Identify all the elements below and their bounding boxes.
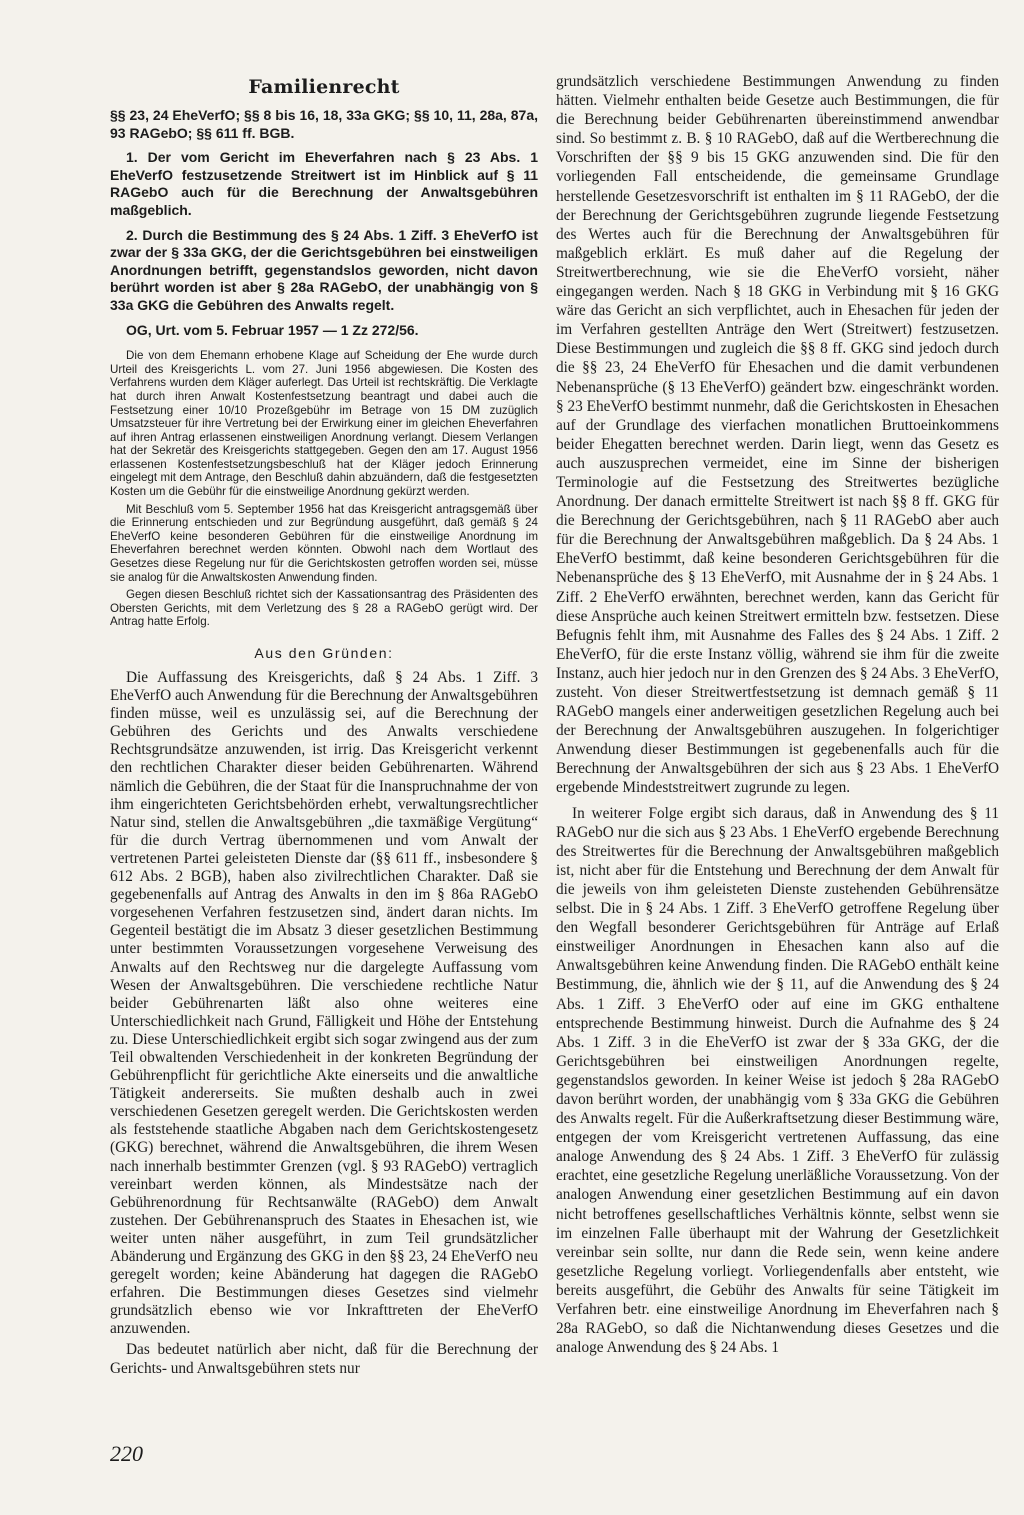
body-paragraph: In weiterer Folge ergibt sich daraus, daß in Anwendung des § 11 RAGebO nur die sich aus § 23 Abs. 1 EheVerfO ergebende Berechnung des Streitwertes für die Berechnung der Anwaltsgebühren maßgeblich ist, nicht aber für die Entstehung und Berechnung der dem Anwalt für die jeweils von ihm geleisteten Dienste zustehenden Gebührensätze selbst. Die in § 24 Abs. 1 Ziff. 3 EheVerfO getroffene Regelung über den Wegfall besonderer Gerichtsgebühren für Anträge auf Erlaß einstweiliger Anordnungen in Ehesachen kann also auf die Anwaltsgebühren keine Anwendung finden. Die RAGebO enthält keine Bestimmung, die, ähnlich wie der § 11, auf die Anwendung des § 24 Abs. 1 Ziff. 3 EheVerfO oder auf eine im GKG enthaltene entsprechende Bestimmung hinweist. Durch die Aufnahme des § 24 Abs. 1 Ziff. 3 in die EheVerfO ist zwar der § 33a GKG, der die Gerichtsgebühren bei einstweiligen Anordnungen regelte, gegenstandslos geworden. In keiner Weise ist jedoch § 28a RAGebO davon berührt worden, der unabhängig vom § 33a GKG die Gebühren des Anwalts regelt. Für die Außerkraftsetzung dieser Bestimmung wäre, entgegen der vom Kreisgericht vertretenen Auffassung, das eine analoge Anwendung des § 24 Abs. 1 Ziff. 3 EheVerfO für zulässig erachtet, eine gesetzliche Regelung unerläßliche Voraussetzung. Von der analogen Anwendung einer gesetzlichen Bestimmung auf ein davon nicht betroffenes gesellschaftliches Verhältnis könnte, selbst wenn sie im einzelnen Falle überhaupt mit der Wahrung der Gesetzlichkeit vereinbar sein sollte, nur dann die Rede sein, wenn keine andere gesetzliche Regelung vorliegt. Vorliegendenfalls aber entsteht, wie bereits ausgeführt, die Gebühr des Anwalts für seine Tätigkeit im Verfahren betr. eine einstweilige Anordnung im Eheverfahren nach § 28a RAGebO, so daß die Nichtanwendung dieses Gesetzes und die analoge Anwendung des § 24 Abs. 1 (556, 804, 999, 1357)
headnote-2: 2. Durch die Bestimmung des § 24 Abs. 1 Ziff. 3 EheVerfO ist zwar der § 33a GKG, der die Gerichtsgebühren bei einstweiligen Anordnungen betrifft, gegenstandslos geworden, nicht davon berührt worden ist aber § 28a RAGebO, der unabhängig von § 33a GKG die Gebühren des Anwalts regelt. (110, 226, 538, 313)
reasons-heading: Aus den Gründen: (254, 645, 394, 661)
court-reference: OG, Urt. vom 5. Februar 1957 — 1 Zz 272/56. (126, 321, 419, 338)
section-title: Familienrecht (248, 76, 400, 98)
page-number: 220 (110, 1441, 143, 1466)
facts-paragraph: Gegen diesen Beschluß richtet sich der Kassationsantrag des Präsidenten des Obersten Gerichts, mit dem Verletzung des § 28 a RAGebO gerügt wird. Der Antrag hatte Erfolg. (110, 588, 538, 629)
headnote-1: 1. Der vom Gericht im Eheverfahren nach § 23 Abs. 1 EheVerfO festzusetzende Streitwert ist im Hinblick auf § 11 RAGebO auch für die Berechnung der Anwaltsgebühren maßgeblich. (110, 149, 538, 218)
statute-citation: §§ 23, 24 EheVerfO; §§ 8 bis 16, 18, 33a GKG; §§ 10, 11, 28a, 87a, 93 RAGebO; §§ 611 ff. BGB. (110, 107, 538, 141)
body-paragraph: Die Auffassung des Kreisgerichts, daß § 24 Abs. 1 Ziff. 3 EheVerfO auch Anwendung für die Berechnung der Anwaltsgebühren finden müsse, weil es unzulässig sei, auf die Berechnung der Gebühren des Gerichts und des Anwalts verschiedene Rechtsgrundsätze anzuwenden, ist irrig. Das Kreisgericht verkennt den rechtlichen Charakter dieser beiden Gebührenarten. Während nämlich die Gebühren, die der Staat für die Inanspruchnahme der von ihm eingerichteten Gerichtsbehörden erhebt, verwaltungsrechtlicher Natur sind, stellen die Anwaltsgebühren „die taxmäßige Vergütung“ für die durch Vertrag übernommenen und vom Anwalt der vertretenen Partei geleisteten Dienste dar (§§ 611 ff., insbesondere § 612 Abs. 2 BGB), haben also zivilrechtlichen Charakter. Daß sie gegebenenfalls auf Antrag des Anwalts in den im § 86a RAGebO vorgesehenen Verfahren festzusetzen sind, ändert daran nichts. Im Gegenteil bestätigt die im Absatz 3 dieser gesetzlichen Bestimmung unter bestimmten Voraussetzungen vorgesehene Verweisung des Anwalts auf den Rechtsweg nur die dargelegte Auffassung vom Wesen der Anwaltsgebühren. Die verschiedene rechtliche Natur beider Gebührenarten läßt also ohne weiteres eine Unterschiedlichkeit nach Grund, Fälligkeit und Höhe der Entstehung zu. Diese Unterschiedlichkeit ergibt sich sogar zwingend aus der zum Teil obwaltenden Verschiedenheit in der konkreten Begründung der Gebührenpflicht für gerichtliche Akte einerseits und die anwaltliche Tätigkeit andererseits. Sie mußten deshalb auch in zwei verschiedenen Gesetzen geregelt werden. Die Gerichtskosten werden als feststehende staatliche Abgaben nach dem Gerichtskostengesetz (GKG) berechnet, während die Anwaltsgebühren, die ihrem Wesen nach innerhalb bestimmter Grenzen (vgl. § 93 RAGebO) vertraglich vereinbart werden können, als Mindestsätze nach der Gebührenordnung für Rechtsanwälte (RAGebO) dem Anwalt zustehen. Der Gebührenanspruch des Staates in Ehesachen ist, wie weiter unten näher ausgeführt, in zum Teil grundsätzlicher Abänderung und Ergänzung des GKG in den §§ 23, 24 EheVerfO neu geregelt worden; keine Abänderung hat dagegen die RAGebO erfahren. Die Bestimmungen dieses Gesetzes sind vielmehr grundsätzlich ebenso wie vor Inkrafttreten der EheVerfO anzuwenden. (110, 669, 538, 1338)
right-column (556, 72, 999, 1357)
facts-paragraph: Die von dem Ehemann erhobene Klage auf Scheidung der Ehe wurde durch Urteil des Kreisgerichts L. vom 27. Juni 1956 abgewiesen. Die Kosten des Verfahrens wurden dem Kläger auferlegt. Das Urteil ist rechtskräftig. Die Verklagte hat durch ihren Anwalt Kostenfestsetzung beantragt und dabei auch die Festsetzung einer 10/10 Prozeßgebühr im Betrage von 15 DM zuzüglich Umsatzsteuer für ihre Vertretung bei der Erwirkung einer im gleichen Eheverfahren auf ihren Antrag erlassenen einstweiligen Anordnung verlangt. Diesem Verlangen hat der Sekretär des Kreisgerichts stattgegeben. Gegen den am 17. August 1956 erlassenen Kostenfestsetzungsbeschluß hat der Kläger jedoch Erinnerung eingelegt mit dem Antrage, den Beschluß dahin abzuändern, daß die festgesetzten Kosten um die Gebühr für die einstweilige Anordnung gekürzt werden. (110, 349, 538, 499)
left-column (110, 76, 538, 1378)
body-paragraph: Das bedeutet natürlich aber nicht, daß für die Berechnung der Gerichts- und Anwaltsgebühren stets nur (110, 1341, 538, 1377)
facts-paragraph: Mit Beschluß vom 5. September 1956 hat das Kreisgericht antragsgemäß über die Erinnerung entschieden und zur Begründung ausgeführt, daß gemäß § 24 EheVerfO keine besonderen Gebühren für die einstweilige Anordnung im Eheverfahren berechnet werden könnten. Obwohl nach dem Wortlaut des Gesetzes diese Regelung nur für die Gerichtskosten getroffen worden sei, müsse sie analog für die Anwaltskosten Anwendung finden. (110, 502, 538, 584)
body-paragraph: grundsätzlich verschiedene Bestimmungen Anwendung zu finden hätten. Vielmehr enthalten beide Gesetze auch Bestimmungen, die für die Berechnung beider Gebührenarten übereinstimmend anwendbar sind. So bestimmt z. B. § 10 RAGebO, daß auf die Wertberechnung die Vorschriften der §§ 9 bis 15 GKG anzuwenden sind. Die für den vorliegenden Fall entscheidende, die gemeinsame Grundlage herstellende Gesetzesvorschrift ist enthalten im § 11 RAGebO, der die der Berechnung der Gerichtsgebühren zugrunde liegende Festsetzung des Wertes auch für die Berechnung der Anwaltsgebühren für maßgeblich erklärt. Es muß daher auf die Regelung der Streitwertberechnung, wie sie die EheVerfO vorsieht, näher eingegangen werden. Nach § 18 GKG in Verbindung mit § 16 GKG wäre das Gericht an sich verpflichtet, auch in Ehesachen für jeden der im Verfahren gestellten Anträge den Wert (Streitwert) festzusetzen. Diese Bestimmungen und zugleich die §§ 8 ff. GKG sind jedoch durch die §§ 23, 24 EheVerfO für Ehesachen und die damit verbundenen Nebenansprüche (§ 13 EheVerfO) geändert bzw. eingeschränkt worden. § 23 EheVerfO bestimmt nunmehr, daß die Gerichtskosten in Ehesachen auf der Grundlage des vierfachen monatlichen Bruttoeinkommens beider Ehegatten berechnet werden. Darin liegt, wenn das Gesetz es auch auszusprechen vermeidet, eine im Sinne der bisherigen Terminologie auf die Festsetzung des Streitwertes bezügliche Anordnung. Der danach ermittelte Streitwert ist nach §§ 8 ff. GKG für die Berechnung der Gerichtsgebühren, nach § 11 RAGebO aber auch für die Berechnung der Anwaltsgebühren maßgeblich. Da § 24 Abs. 1 EheVerfO bestimmt, daß keine besonderen Gerichtsgebühren für die Nebenansprüche des § 13 EheVerfO, mit Ausnahme der in § 24 Abs. 1 Ziff. 2 EheVerfO erwähnten, berechnet werden, kann das Gericht für diese Ansprüche auch keinen Streitwert ermitteln bzw. festsetzen. Diese Befugnis fehlt ihm, mit Ausnahme des Falles des § 24 Abs. 1 Ziff. 2 EheVerfO, für die erste Instanz völlig, während sie ihm für die zweite Instanz, auch hier jedoch nur in den Grenzen des § 24 Abs. 3 EheVerfO, zusteht. Von dieser Streitwertfestsetzung ist demnach gemäß § 11 RAGebO mangels einer anderweitigen gesetzlichen Regelung auch bei der Berechnung der Anwaltsgebühren auszugehen. In folgerichtiger Anwendung dieser Bestimmungen ist gegebenenfalls auch für die Berechnung der Anwaltsgebühren der sich aus § 23 Abs. 1 EheVerfO ergebende Mindeststreitwert zugrunde zu legen. (556, 73, 999, 797)
